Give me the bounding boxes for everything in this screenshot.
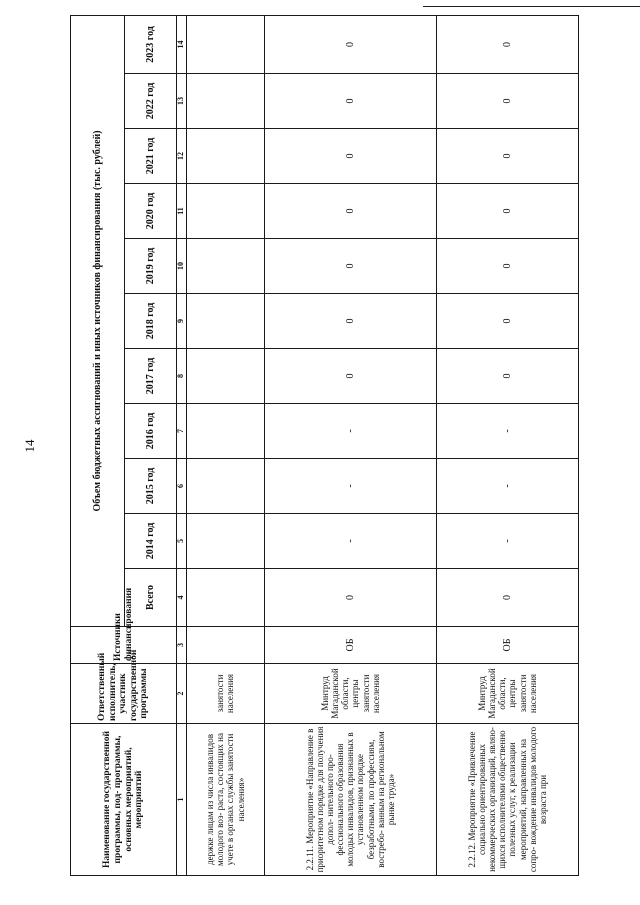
- column-number: 8: [177, 349, 187, 404]
- row-source: [186, 627, 264, 664]
- row-value: [186, 239, 264, 294]
- row-value: 0: [436, 349, 578, 404]
- row-value: 0: [436, 239, 578, 294]
- row-value: 0: [436, 184, 578, 239]
- row-value: 0: [264, 15, 436, 73]
- header-year: 2015 год: [125, 459, 177, 514]
- row-value: -: [264, 514, 436, 569]
- budget-table: [70, 15, 579, 876]
- header-executor: Ответственный исполнитель, участник государственной программы: [71, 664, 177, 724]
- header-name: Наименование государственной программы, под- программы, основных мероприятий, мероприятий: [71, 724, 177, 876]
- header-year: 2017 год: [125, 349, 177, 404]
- header-year: 2016 год: [125, 404, 177, 459]
- row-value: 0: [264, 294, 436, 349]
- column-number: 1: [177, 724, 187, 876]
- row-value: [186, 74, 264, 129]
- header-source: Источники финансирования: [71, 627, 177, 664]
- column-number: 13: [177, 74, 187, 129]
- row-executor: Минтруд Магаданской области, центры занятости населения: [264, 664, 436, 724]
- row-value: 0: [264, 569, 436, 627]
- row-value: 0: [264, 239, 436, 294]
- column-number-row: [177, 15, 187, 875]
- column-number: 2: [177, 664, 187, 724]
- row-value: 0: [264, 74, 436, 129]
- header-year: 2020 год: [125, 184, 177, 239]
- row-value: [186, 349, 264, 404]
- column-number: 11: [177, 184, 187, 239]
- top-rule: [423, 6, 640, 7]
- row-value: 0: [436, 569, 578, 627]
- page-number: 14: [22, 439, 37, 453]
- row-executor: занятости населения: [186, 664, 264, 724]
- column-number: 6: [177, 459, 187, 514]
- row-value: [186, 184, 264, 239]
- table-row: [436, 15, 578, 875]
- row-value: 0: [436, 74, 578, 129]
- row-value: [186, 459, 264, 514]
- row-value: 0: [264, 184, 436, 239]
- row-value: -: [436, 404, 578, 459]
- table-row: [186, 15, 264, 875]
- row-name: держке лицам из числа инвалидов молодого воз- раста, состоящих на учете в органах службы занятости населения»: [186, 724, 264, 876]
- column-number: 3: [177, 627, 187, 664]
- header-year: 2019 год: [125, 239, 177, 294]
- column-number: 14: [177, 15, 187, 73]
- row-value: -: [436, 514, 578, 569]
- row-value: 0: [436, 129, 578, 184]
- header-year: 2018 год: [125, 294, 177, 349]
- row-value: [186, 294, 264, 349]
- column-number: 4: [177, 569, 187, 627]
- row-source: ОБ: [264, 627, 436, 664]
- row-value: [186, 15, 264, 73]
- row-value: [186, 569, 264, 627]
- row-value: 0: [436, 294, 578, 349]
- row-name: 2.2.11. Мероприятие «Направление в приоритетном порядке для получения допол- нительного про- фессионального образования молодых инвалидов, признанных в установленном порядке безработными, по профессиям, востребо- ванным на региональном рынке труда»: [264, 724, 436, 876]
- rotated-sheet: [22, 16, 577, 876]
- row-value: 0: [264, 129, 436, 184]
- column-number: 10: [177, 239, 187, 294]
- row-value: 0: [264, 349, 436, 404]
- row-value: [186, 129, 264, 184]
- row-value: [186, 404, 264, 459]
- table-row: [264, 15, 436, 875]
- column-number: 5: [177, 514, 187, 569]
- header-year: 2022 год: [125, 74, 177, 129]
- header-year: 2023 год: [125, 15, 177, 73]
- header-row-1: [71, 15, 125, 875]
- header-year: 2014 год: [125, 514, 177, 569]
- row-value: -: [264, 459, 436, 514]
- column-number: 9: [177, 294, 187, 349]
- column-number: 7: [177, 404, 187, 459]
- header-funding-group: Объем бюджетных ассигнований и иных источников финансирования (тыс. рублей): [71, 15, 125, 626]
- header-year: Всего: [125, 569, 177, 627]
- row-source: ОБ: [436, 627, 578, 664]
- row-value: -: [436, 459, 578, 514]
- row-value: -: [264, 404, 436, 459]
- column-number: 12: [177, 129, 187, 184]
- row-name: 2.2.12. Мероприятие «Привлечение социально ориентированных некоммерческих организаций, являю- щихся исполнителями общественно полезных услуг, к реализации мероприятий, направленных на сопро- вождение инвалидов молодого возраста при: [436, 724, 578, 876]
- header-year: 2021 год: [125, 129, 177, 184]
- row-executor: Минтруд Магаданской области, центры занятости населения: [436, 664, 578, 724]
- row-value: [186, 514, 264, 569]
- row-value: 0: [436, 15, 578, 73]
